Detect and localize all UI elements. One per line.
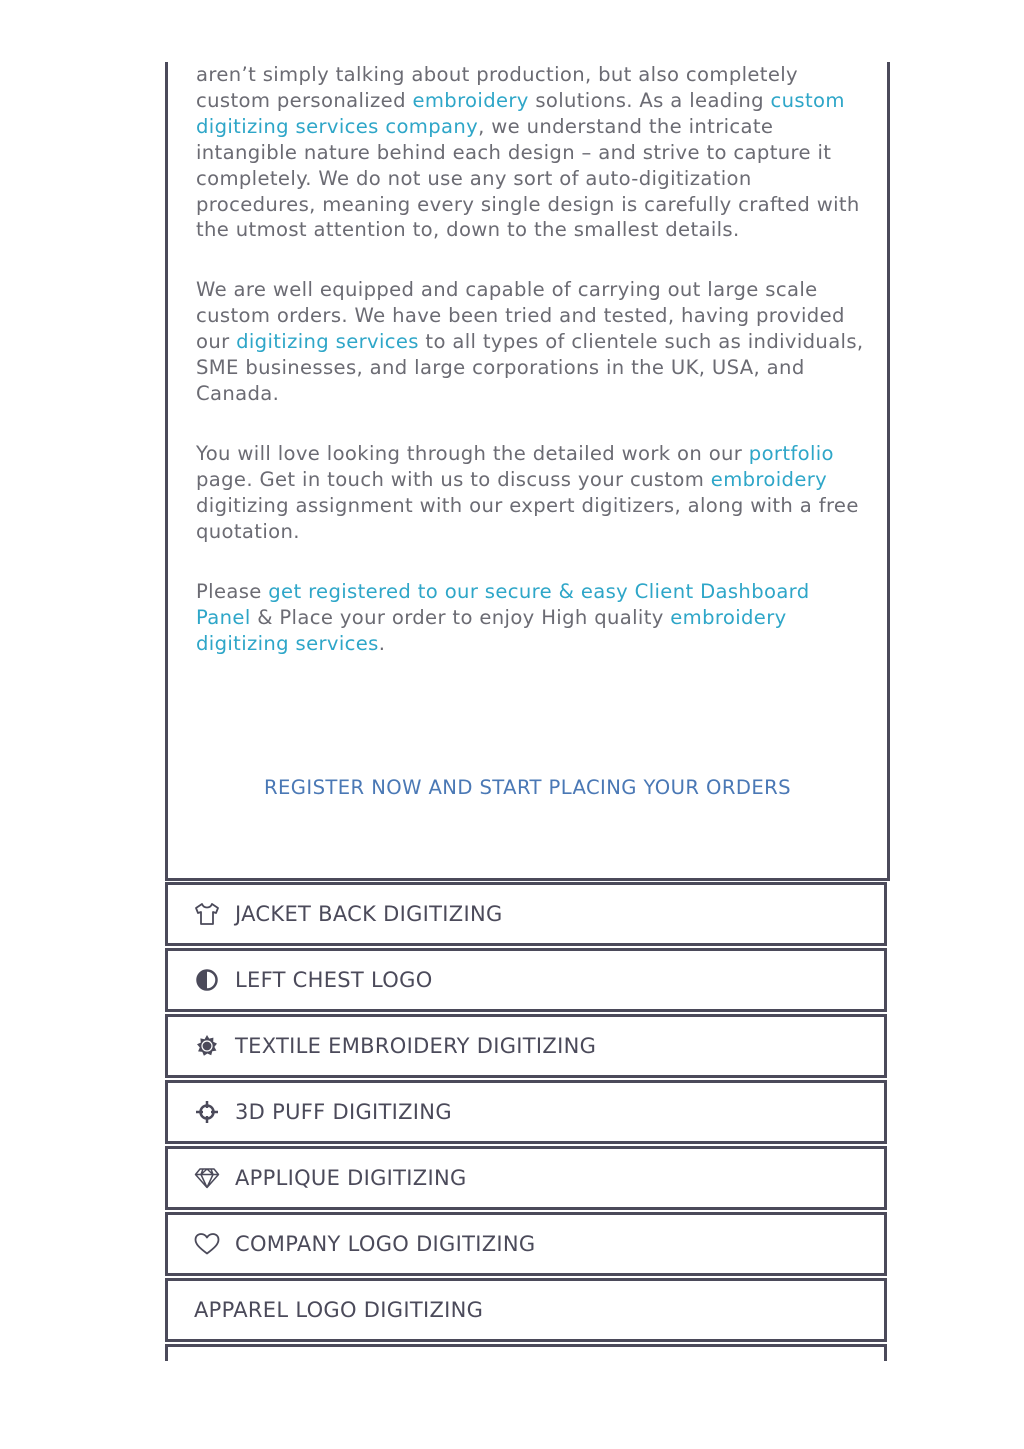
paragraph-text: . (378, 631, 386, 655)
service-item-apparel-logo-digitizing[interactable] (165, 1278, 887, 1342)
service-label: APPLIQUE DIGITIZING (235, 1166, 467, 1190)
paragraph-text: Please (196, 580, 269, 603)
crosshair-icon (194, 1099, 220, 1125)
diamond-icon (194, 1165, 220, 1191)
portfolio-link[interactable]: portfolio (748, 442, 834, 465)
service-item-3d-puff-digitizing[interactable] (165, 1080, 887, 1144)
digitizing-services-link[interactable]: digitizing services (236, 329, 419, 353)
client-dashboard-register-link[interactable]: get registered to our secure & easy Client Dashboard Panel (196, 580, 810, 629)
paragraph-text: & Place your order to enjoy High quality (250, 605, 671, 629)
paragraph-text: You will love looking through the detailed work on our (196, 442, 749, 465)
register-now-link[interactable]: REGISTER NOW AND START PLACING YOUR ORDERS (264, 776, 791, 799)
content-panel (165, 62, 890, 881)
service-item-company-logo-digitizing[interactable] (165, 1212, 887, 1276)
half-circle-icon (194, 967, 220, 993)
tshirt-icon (194, 901, 220, 927)
service-item-partial (165, 1344, 887, 1361)
service-item-textile-embroidery-digitizing[interactable] (165, 1014, 887, 1078)
paragraph-4 (196, 579, 864, 657)
embroidery-link[interactable]: embroidery (412, 88, 529, 112)
service-item-left-chest-logo[interactable] (165, 948, 887, 1012)
service-label: 3D PUFF DIGITIZING (235, 1100, 452, 1124)
paragraph-text: digitizing assignment with our expert digitizers, along with a free quotation. (196, 493, 859, 543)
service-label: COMPANY LOGO DIGITIZING (235, 1232, 536, 1256)
service-label: TEXTILE EMBROIDERY DIGITIZING (235, 1034, 597, 1058)
paragraph-text: page. Get in touch with us to discuss your custom (196, 467, 711, 491)
paragraph-3 (196, 441, 864, 545)
paragraph-text: aren’t simply talking about production, but also completely custom personalized (196, 63, 798, 112)
paragraph-text: to all types of clientele such as individuals, SME businesses, and large corporations in the UK, USA, and Canada. (196, 329, 864, 405)
paragraph-2 (196, 277, 864, 407)
embroidery-digitizing-services-link[interactable]: embroidery digitizing services (196, 605, 787, 655)
service-label: APPAREL LOGO DIGITIZING (194, 1298, 484, 1322)
paragraph-1 (196, 62, 864, 243)
embroidery-link[interactable]: embroidery (710, 467, 828, 491)
paragraph-text: solutions. As a leading (528, 88, 771, 112)
service-item-applique-digitizing[interactable] (165, 1146, 887, 1210)
custom-digitizing-services-company-link[interactable]: custom digitizing services company (196, 88, 845, 138)
heart-icon (194, 1231, 220, 1257)
service-label: JACKET BACK DIGITIZING (235, 902, 503, 926)
service-label: LEFT CHEST LOGO (235, 968, 433, 992)
paragraph-text: We are well equipped and capable of carrying out large scale custom orders. We have been tried and tested, having provided our (196, 278, 845, 353)
starburst-icon (194, 1033, 220, 1059)
service-item-jacket-back-digitizing[interactable] (165, 882, 887, 946)
paragraph-text: , we understand the intricate intangible nature behind each design – and strive to capture it completely. We do not use any sort of auto-digitization procedures, meaning every single design is carefully crafted with the utmost attention to, down to the smallest details. (196, 114, 860, 242)
